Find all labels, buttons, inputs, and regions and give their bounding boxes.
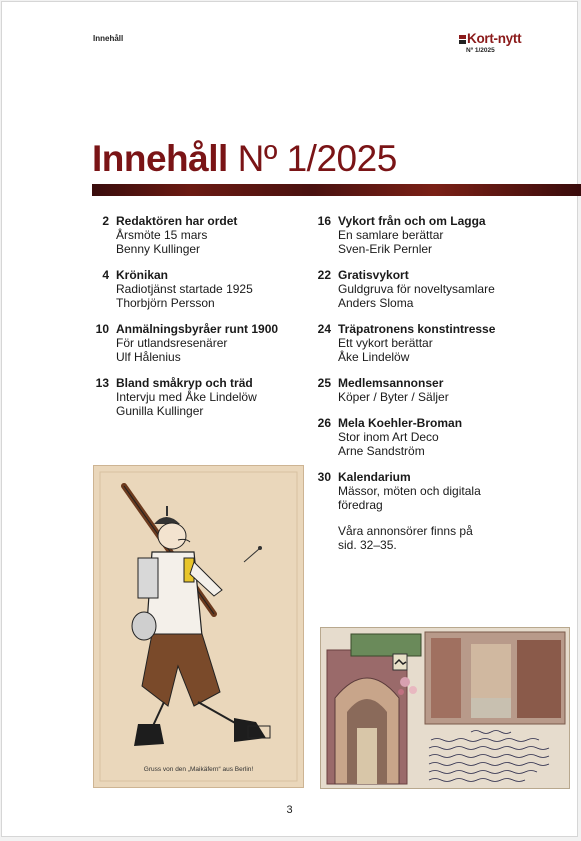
toc-page-number: 2	[102, 214, 109, 228]
toc-subtitle-cont: föredrag	[338, 498, 383, 512]
toc-entry[interactable]	[314, 214, 564, 256]
advertiser-note-line: sid. 32–35.	[338, 538, 397, 552]
toc-subtitle: Mässor, möten och digitala	[338, 484, 481, 498]
logo-name: Kort-nytt	[467, 31, 522, 46]
toc-page-number: 13	[95, 376, 109, 390]
toc-subtitle: Ett vykort berättar	[338, 336, 433, 350]
toc-entry[interactable]	[314, 376, 564, 404]
toc-author: Sven-Erik Pernler	[338, 242, 433, 256]
toc-heading: Medlemsannonser	[338, 376, 444, 390]
page-title	[92, 138, 397, 180]
page-number: 3	[286, 804, 293, 816]
toc-subtitle: Radiotjänst startade 1925	[116, 282, 253, 296]
toc-page-number: 24	[317, 322, 331, 336]
toc-subtitle: Köper / Byter / Säljer	[338, 390, 449, 404]
postcard-soldier-image	[93, 465, 304, 788]
title-issue: Nº 1/2025	[237, 138, 397, 179]
toc-author: Åke Lindelöw	[338, 350, 410, 364]
toc-entry[interactable]	[314, 268, 564, 310]
toc-author: Benny Kullinger	[116, 242, 201, 256]
toc-page-number: 22	[317, 268, 331, 282]
toc-entry[interactable]	[314, 470, 564, 512]
toc-heading: Bland småkryp och träd	[116, 376, 253, 390]
toc-page-number: 25	[317, 376, 331, 390]
toc-subtitle: Stor inom Art Deco	[338, 430, 439, 444]
toc-entry[interactable]	[92, 268, 312, 310]
toc-column-right	[314, 214, 564, 552]
toc-author: Anders Sloma	[338, 296, 414, 310]
soldier-illustration-icon	[94, 466, 303, 787]
toc-subtitle: För utlandsresenärer	[116, 336, 228, 350]
logo-mark-icon	[459, 35, 466, 44]
advertiser-note-line: Våra annonsörer finns på	[338, 524, 473, 538]
toc-subtitle: Guldgruva för noveltysamlare	[338, 282, 495, 296]
postcard-soldier-caption: Gruss von den „Maikäfern“ aus Berlin!	[143, 766, 254, 773]
toc-page-number: 26	[317, 416, 331, 430]
magazine-logo	[459, 30, 539, 54]
magazine-page	[1, 1, 578, 837]
toc-heading: Redaktören har ordet	[116, 214, 238, 228]
toc-heading: Vykort från och om Lagga	[338, 214, 486, 228]
toc-heading: Kalendarium	[338, 470, 411, 484]
toc-page-number: 16	[317, 214, 331, 228]
toc-heading: Krönikan	[116, 268, 169, 282]
toc-author: Arne Sandström	[338, 444, 425, 458]
toc-subtitle: En samlare berättar	[338, 228, 444, 242]
running-head: Innehåll	[93, 34, 124, 43]
toc-page-number: 10	[95, 322, 109, 336]
toc-page-number: 4	[102, 268, 109, 282]
toc-author: Gunilla Kullinger	[116, 404, 204, 418]
toc-subtitle: Intervju med Åke Lindelöw	[116, 390, 257, 404]
postcard-berlin-image	[320, 627, 570, 789]
toc-column-left	[92, 214, 312, 430]
toc-heading: Träpatronens konstintresse	[338, 322, 496, 336]
toc-author: Thorbjörn Persson	[116, 296, 215, 310]
toc-page-number: 30	[317, 470, 331, 484]
title-rule	[92, 184, 581, 196]
toc-subtitle: Årsmöte 15 mars	[116, 228, 208, 242]
toc-heading: Gratisvykort	[338, 268, 409, 282]
toc-heading: Mela Koehler-Broman	[338, 416, 463, 430]
toc-entry[interactable]	[92, 322, 312, 364]
advertiser-note	[314, 524, 564, 552]
logo-issue: Nº 1/2025	[466, 47, 495, 54]
title-strong: Innehåll	[92, 138, 228, 179]
toc-entry[interactable]	[92, 214, 312, 256]
toc-author: Ulf Hålenius	[116, 350, 181, 364]
toc-entry[interactable]	[314, 322, 564, 364]
berlin-postcard-illustration-icon	[321, 628, 569, 788]
toc-heading: Anmälningsbyråer runt 1900	[116, 322, 279, 336]
toc-entry[interactable]	[92, 376, 312, 418]
toc-entry[interactable]	[314, 416, 564, 458]
